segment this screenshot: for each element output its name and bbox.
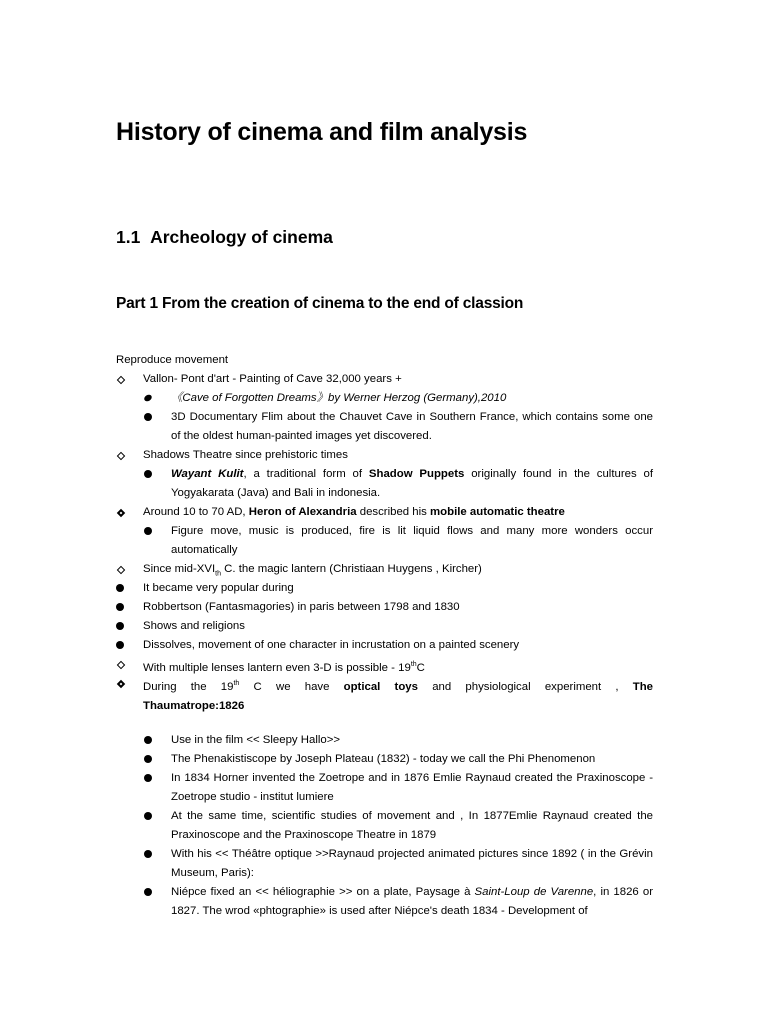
intro-text: Reproduce movement xyxy=(116,354,229,366)
list-item-praxinoscope: At the same time, scientific studies of movement and , In 1877Emlie Raynaud created the Praxinoscope and the Praxinoscope Theatre in 1879 xyxy=(171,810,653,841)
bullet-dot-icon xyxy=(116,584,124,592)
bullet-dot-icon xyxy=(144,812,152,820)
during-sup: th xyxy=(233,680,240,687)
bullet-dot-icon xyxy=(116,622,124,630)
list-item-documentary: 3D Documentary Flim about the Chauvet Cave in Southern France, which contains some one of the oldest human-painted images yet discovered. xyxy=(171,411,653,442)
multiple-text: With multiple lenses lantern even 3-D is possible - 19 xyxy=(143,661,411,674)
bullet-dot-icon xyxy=(144,470,152,478)
heron-bold-2: mobile automatic theatre xyxy=(430,506,565,518)
wayant-text-2: originally found in the cultures of Yogyakarata (Java) and Bali in indonesia. xyxy=(171,468,654,499)
bullet-dot-icon xyxy=(144,888,152,896)
list-item-vallon: Vallon- Pont d'art - Painting of Cave 32,000 years + xyxy=(143,373,402,385)
list-item-popular: It became very popular during xyxy=(143,582,294,594)
bullet-dot-icon xyxy=(116,641,124,649)
list-item-theatre-optique: With his << Théâtre optique >>Raynaud projected animated pictures since 1892 ( in the Grévin Museum, Paris): xyxy=(171,848,653,879)
list-item-niepce xyxy=(171,883,653,921)
diamond-bullet-icon xyxy=(117,376,125,384)
list-item-heron xyxy=(143,503,653,522)
during-text-2: C we have xyxy=(239,680,344,693)
diamond-bullet-icon xyxy=(117,452,125,460)
list-item-phenakistiscope: The Phenakistiscope by Joseph Plateau (1832) - today we call the Phi Phenomenon xyxy=(171,753,596,765)
list-item-cave-film: 《Cave of Forgotten Dreams》by Werner Herzog (Germany),2010 xyxy=(171,392,507,404)
part-heading: Part 1 From the creation of cinema to the end of classion xyxy=(116,295,524,312)
bullet-dot-icon xyxy=(143,393,153,402)
heron-text-2: described his xyxy=(356,506,431,518)
list-item-optical-toys xyxy=(143,674,653,716)
section-label: Archeology of cinema xyxy=(150,227,333,247)
wayant-name: Wayant Kulit xyxy=(171,468,244,480)
list-item-figure-move: Figure move, music is produced, fire is lit liquid flows and many more wonders occur automatically xyxy=(171,525,653,556)
during-bold-2: The Thaumatrope:1826 xyxy=(143,680,654,712)
bullet-dot-icon xyxy=(144,755,152,763)
bullet-dot-icon xyxy=(144,850,152,858)
diamond-bullet-icon xyxy=(117,661,125,669)
document-title: History of cinema and film analysis xyxy=(116,118,528,146)
during-bold-1: optical toys xyxy=(343,680,418,693)
niepce-text-1: Niépce fixed an << héliographie >> on a plate, Paysage à xyxy=(171,886,475,898)
bullet-dot-icon xyxy=(144,774,152,782)
niepce-italic: Saint-Loup de Varenne xyxy=(474,886,594,898)
lantern-text-1: Since mid-XVI xyxy=(143,563,216,575)
heron-text-1: Around 10 to 70 AD, xyxy=(143,506,249,518)
bullet-dot-icon xyxy=(116,603,124,611)
list-item-wayant-kulit xyxy=(171,465,653,503)
multiple-sup: th xyxy=(410,661,417,668)
diamond-bullet-icon xyxy=(117,566,125,574)
wayant-bold: Shadow Puppets xyxy=(368,468,465,480)
section-heading xyxy=(116,227,333,248)
heron-bold-1: Heron of Alexandria xyxy=(248,506,357,518)
bullet-dot-icon xyxy=(144,527,152,535)
list-item-zoetrope: In 1834 Horner invented the Zoetrope and in 1876 Emlie Raynaud created the Praxinoscope - Zoetrope studio - institut lumiere xyxy=(171,772,653,803)
bullet-dot-icon xyxy=(144,736,152,744)
niepce-text-2: , in 1826 or 1827. The wrod «phtographie» is used after Niépce's death 1834 - Development of xyxy=(171,886,653,917)
during-text-3: and physiological experiment , xyxy=(417,680,633,693)
section-number: 1.1 xyxy=(116,227,141,247)
list-item-shadows: Shadows Theatre since prehistoric times xyxy=(143,449,348,461)
multiple-text-2: C xyxy=(416,661,425,674)
list-item-sleepy-hollow: Use in the film << Sleepy Hallo>> xyxy=(171,734,341,746)
list-item-shows: Shows and religions xyxy=(143,620,245,632)
during-text-1: During the 19 xyxy=(143,680,234,693)
list-item-robbertson: Robbertson (Fantasmagories) in paris between 1798 and 1830 xyxy=(143,601,460,613)
list-item-dissolves: Dissolves, movement of one character in incrustation on a painted scenery xyxy=(143,639,520,651)
bullet-dot-icon xyxy=(144,413,152,421)
wayant-text-1: , a traditional form of xyxy=(243,468,369,480)
lantern-text-2: C. the magic lantern (Christiaan Huygens , Kircher) xyxy=(221,563,482,575)
lantern-sub: th xyxy=(215,570,222,578)
diamond-bullet-icon xyxy=(117,680,125,688)
diamond-bullet-icon xyxy=(117,509,125,517)
